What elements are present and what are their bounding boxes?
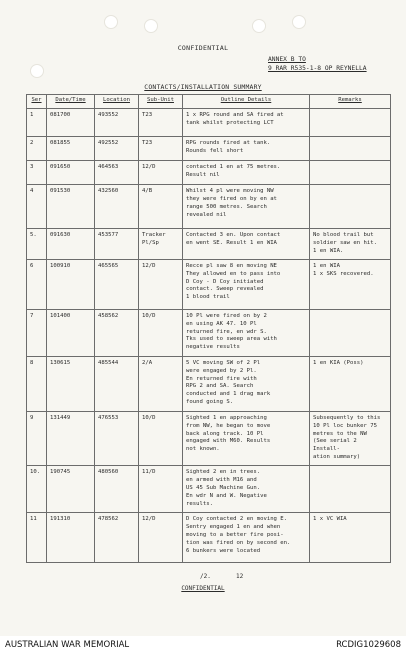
- cell-sub-unit: 10/D: [139, 411, 183, 465]
- cell-details: Sighted 2 en in trees. en armed with M16 and US 45 Sub Machine Gun. En wdr N and W. Negative results.: [183, 466, 310, 513]
- classification-bottom: CONFIDENTIAL: [181, 585, 225, 592]
- table-row: [27, 309, 391, 356]
- cell-location: 492552: [95, 137, 139, 161]
- cell-sub-unit: T23: [139, 137, 183, 161]
- cell-details: contacted 1 en at 75 metres. Result nil: [183, 161, 310, 185]
- cell-remarks: 1 en WIA 1 x SKS recovered.: [310, 259, 391, 309]
- cell-sub-unit: 11/D: [139, 466, 183, 513]
- cell-sub-unit: 4/B: [139, 185, 183, 229]
- table-row: [27, 513, 391, 563]
- cell-sub-unit: 12/D: [139, 513, 183, 563]
- cell-location: 465565: [95, 259, 139, 309]
- archive-name: AUSTRALIAN WAR MEMORIAL: [5, 640, 130, 650]
- table-row: [27, 161, 391, 185]
- column-header: Remarks: [310, 95, 391, 109]
- column-header: Date/Time: [47, 95, 95, 109]
- cell-date-time: 131449: [47, 411, 95, 465]
- table-row: [27, 411, 391, 465]
- cell-ser: 9: [27, 411, 47, 465]
- cell-ser: 1: [27, 109, 47, 137]
- table-row: [27, 137, 391, 161]
- table-row: [27, 109, 391, 137]
- cell-location: 476553: [95, 411, 139, 465]
- cell-ser: 8: [27, 356, 47, 411]
- punch-hole: [30, 64, 44, 78]
- annex-line-1: ANNEX B TO: [268, 56, 306, 63]
- cell-location: 458562: [95, 309, 139, 356]
- cell-date-time: 091630: [47, 229, 95, 260]
- cell-location: 493552: [95, 109, 139, 137]
- cell-location: 485544: [95, 356, 139, 411]
- cell-ser: 6: [27, 259, 47, 309]
- cell-date-time: 100910: [47, 259, 95, 309]
- cell-remarks: [310, 161, 391, 185]
- cell-date-time: 190745: [47, 466, 95, 513]
- cell-date-time: 101400: [47, 309, 95, 356]
- cell-remarks: 1 en KIA (Poss): [310, 356, 391, 411]
- table-row: [27, 466, 391, 513]
- cell-remarks: Subsequently to this 10 Pl loc bunker 75 metres to the NW (See serial 2 Install- ation summary): [310, 411, 391, 465]
- table-row: [27, 229, 391, 260]
- annex-line-2: 9 RAR R535-1-8 OP REYNELLA: [268, 65, 367, 72]
- table-row: [27, 185, 391, 229]
- cell-location: 478562: [95, 513, 139, 563]
- page-ref: /2.: [200, 573, 211, 580]
- cell-sub-unit: 10/D: [139, 309, 183, 356]
- cell-sub-unit: 12/D: [139, 259, 183, 309]
- cell-ser: 10.: [27, 466, 47, 513]
- cell-remarks: 1 x VC WIA: [310, 513, 391, 563]
- contacts-table: [26, 94, 391, 563]
- column-header: Outline Details: [183, 95, 310, 109]
- cell-ser: 4: [27, 185, 47, 229]
- cell-details: D Coy contacted 2 en moving E. Sentry engaged 1 en and when moving to a better fire posi- tion was fired on by second en. 6 bunkers were located: [183, 513, 310, 563]
- table-row: [27, 356, 391, 411]
- cell-details: 10 Pl were fired on by 2 en using AK 47. 10 Pl returned fire, en wdr S. Tks used to sweep area with negative results: [183, 309, 310, 356]
- table-header-row: [27, 95, 391, 109]
- column-header: Location: [95, 95, 139, 109]
- cell-location: 464563: [95, 161, 139, 185]
- page-number: 12: [236, 573, 244, 580]
- punch-hole: [104, 15, 118, 29]
- cell-remarks: [310, 309, 391, 356]
- cell-location: 432560: [95, 185, 139, 229]
- archive-caption-bar: [0, 636, 406, 653]
- cell-location: 453577: [95, 229, 139, 260]
- document-title: CONTACTS/INSTALLATION SUMMARY: [144, 83, 262, 91]
- column-header: Sub-Unit: [139, 95, 183, 109]
- table-row: [27, 259, 391, 309]
- cell-remarks: [310, 466, 391, 513]
- cell-date-time: 130615: [47, 356, 95, 411]
- cell-details: Contacted 3 en. Upon contact en went SE. Result 1 en WIA: [183, 229, 310, 260]
- cell-remarks: [310, 185, 391, 229]
- cell-details: RPG rounds fired at tank. Rounds fell short: [183, 137, 310, 161]
- cell-details: Whilst 4 pl were moving NW they were fired on by en at range 500 metres. Search revealed nil: [183, 185, 310, 229]
- cell-sub-unit: T23: [139, 109, 183, 137]
- column-header: Ser: [27, 95, 47, 109]
- cell-date-time: 191310: [47, 513, 95, 563]
- cell-ser: 2: [27, 137, 47, 161]
- cell-date-time: 081855: [47, 137, 95, 161]
- annex-reference: [268, 55, 367, 73]
- cell-ser: 7: [27, 309, 47, 356]
- cell-location: 480560: [95, 466, 139, 513]
- punch-hole: [144, 19, 158, 33]
- classification-top: CONFIDENTIAL: [177, 44, 229, 52]
- cell-details: 1 x RPG round and SA fired at tank whilst protecting LCT: [183, 109, 310, 137]
- cell-date-time: 091650: [47, 161, 95, 185]
- cell-ser: 3: [27, 161, 47, 185]
- punch-hole: [252, 19, 266, 33]
- cell-remarks: No blood trail but soldier saw en hit. 1 en WIA.: [310, 229, 391, 260]
- archive-id: RCDIG1029608: [336, 640, 401, 650]
- cell-details: 5 VC moving SW of 2 Pl were engaged by 2 Pl. En returned fire with RPG 2 and SA. Search conducted and 1 drag mark found going S.: [183, 356, 310, 411]
- punch-hole: [292, 15, 306, 29]
- cell-sub-unit: 12/D: [139, 161, 183, 185]
- cell-details: Recce pl saw 8 en moving NE They allowed en to pass into D Coy - D Coy initiated contact. Sweep revealed 1 blood trail: [183, 259, 310, 309]
- cell-details: Sighted 1 en approaching from NW, he began to move back along track. 10 Pl engaged with M60. Results not known.: [183, 411, 310, 465]
- cell-sub-unit: 2/A: [139, 356, 183, 411]
- cell-date-time: 081700: [47, 109, 95, 137]
- cell-ser: 11: [27, 513, 47, 563]
- cell-sub-unit: Tracker Pl/Sp: [139, 229, 183, 260]
- cell-remarks: [310, 109, 391, 137]
- cell-remarks: [310, 137, 391, 161]
- cell-date-time: 091530: [47, 185, 95, 229]
- cell-ser: 5.: [27, 229, 47, 260]
